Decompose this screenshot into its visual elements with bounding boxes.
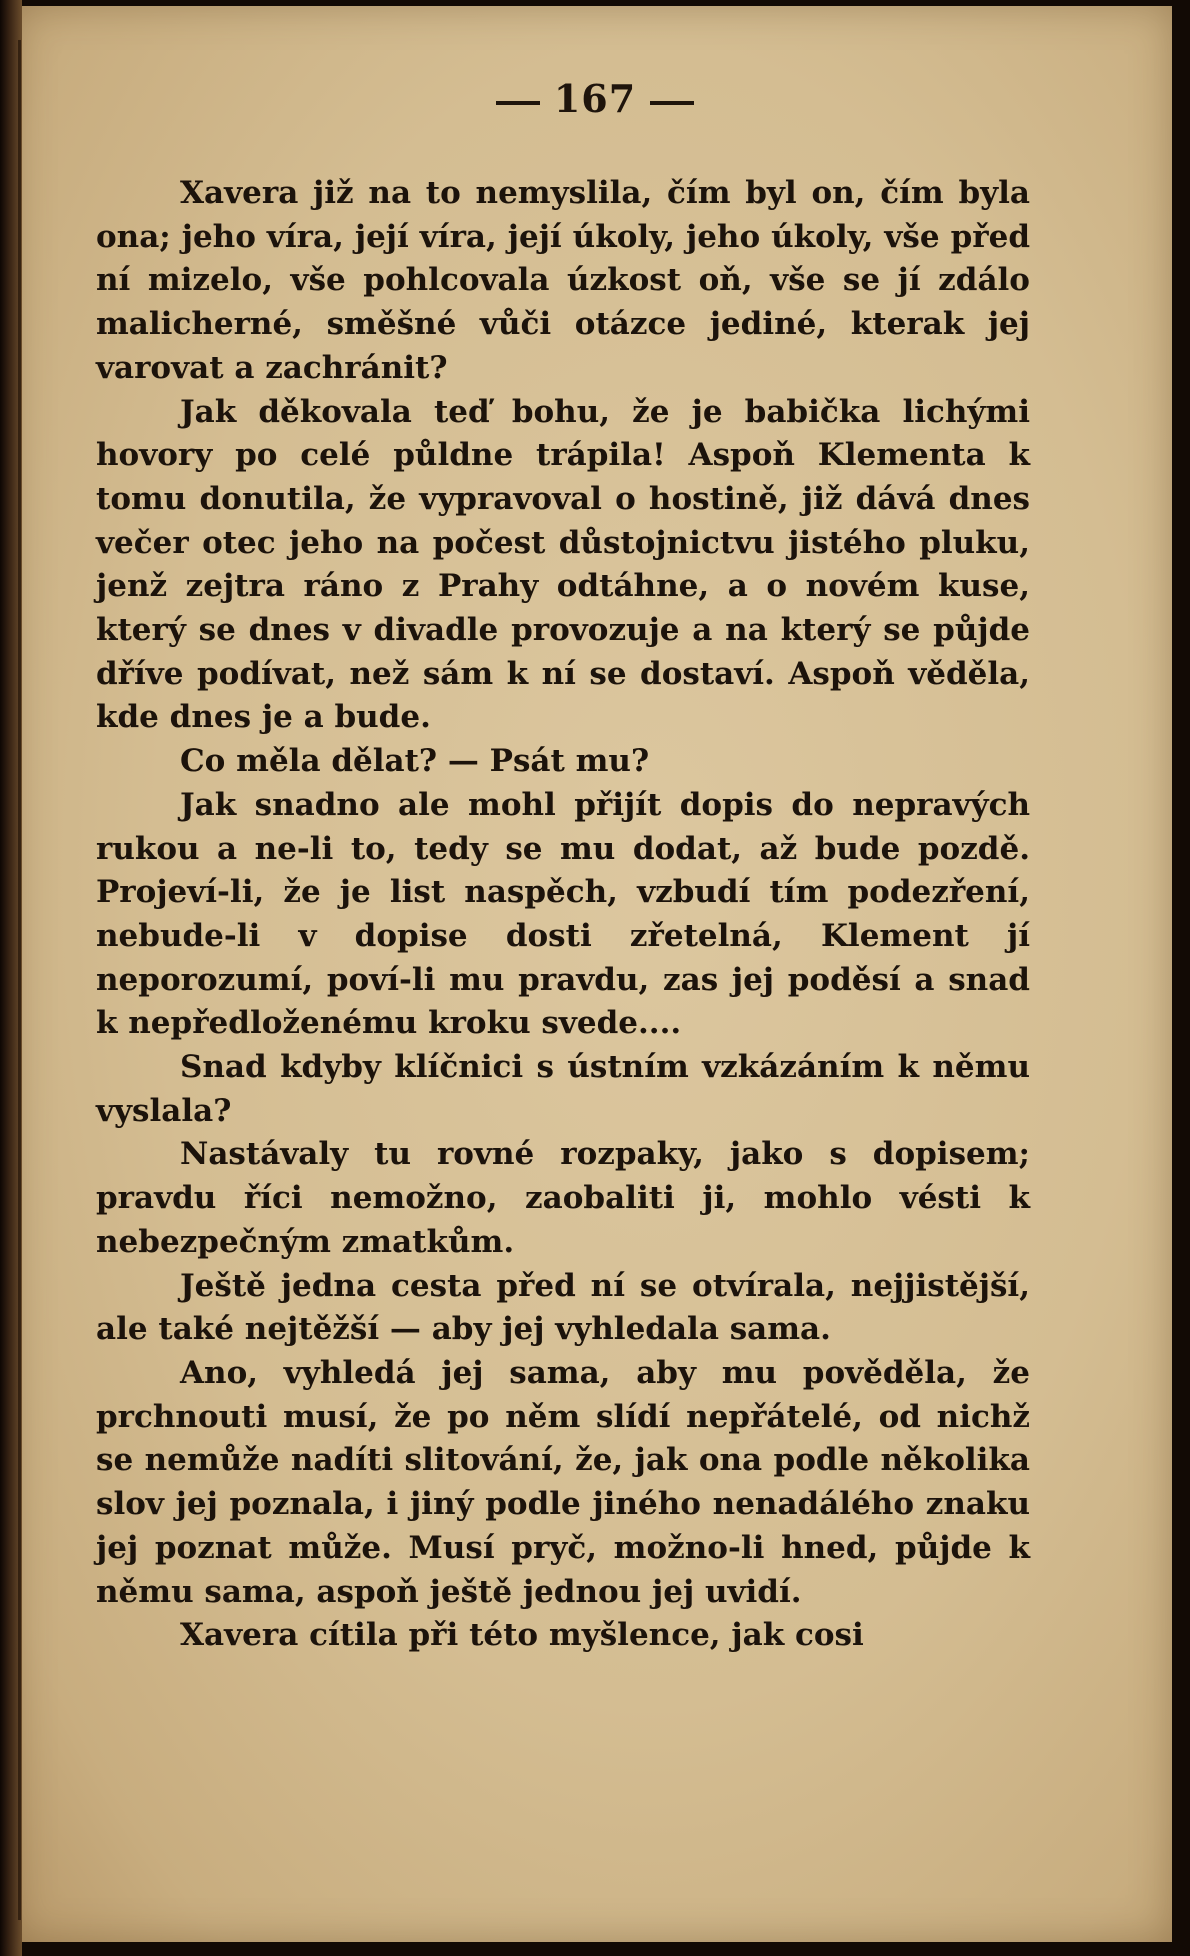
paragraph: Co měla dělat? — Psát mu? [180, 743, 650, 780]
page-number: 167 [553, 76, 637, 121]
body-text [96, 172, 1030, 1658]
book-binding-edge [0, 0, 22, 1956]
paragraph: Xavera cítila při této myšlence, jak cosi [180, 1617, 864, 1654]
paragraph: Xavera již na to nemyslila, čím byl on, čím byla ona; jeho víra, její víra, její úkoly, jeho úkoly, vše před ní mizelo, vše pohlcovala úzkost oň, vše se jí zdálo malicherné, směšné vůči otázce jediné, kterak jej varovat a zachránit? [96, 175, 1030, 386]
binding-fold-line [18, 40, 21, 1920]
paragraph: Jak snadno ale mohl přijít dopis do nepravých rukou a ne-li to, tedy se mu dodat, až bude pozdě. Projeví-li, že je list naspěch, vzbudí tím podezření, nebude-li v dopise dosti zřetelná, Klement jí neporozumí, poví-li mu pravdu, zas jej poděsí a snad k nepředloženému kroku svede.... [96, 786, 1030, 1042]
paragraph: Nastávaly tu rovné rozpaky, jako s dopisem; pravdu říci nemožno, zaobaliti ji, mohlo vésti k nebezpečným zmatkům. [96, 1136, 1030, 1260]
header-dash-right [650, 101, 694, 105]
paragraph: Ano, vyhledá jej sama, aby mu pověděla, že prchnouti musí, že po něm slídí nepřátelé, od nichž se nemůže nadíti slitování, že, jak ona podle několika slov jej poznala, i jiný podle jiného nenadálého znaku jej poznat může. Musí pryč, možno-li hned, půjde k němu sama, aspoň ještě jednou jej uvidí. [96, 1354, 1030, 1610]
paragraph: Snad kdyby klíčnici s ústním vzkázáním k němu vyslala? [96, 1049, 1030, 1129]
page-header [0, 76, 1190, 121]
paragraph: Ještě jedna cesta před ní se otvírala, nejjistější, ale také nejtěžší — aby jej vyhledala sama. [96, 1267, 1030, 1348]
paragraph: Jak děkovala teď bohu, že je babička lichými hovory po celé půldne trápila! Aspoň Klementa k tomu donutila, že vypravoval o hostině, již dává dnes večer otec jeho na počest důstojnictvu jistého pluku, jenž zejtra ráno z Prahy odtáhne, a o novém kuse, který se dnes v divadle provozuje a na který se půjde dříve podívat, než sám k ní se dostaví. Aspoň věděla, kde dnes je a bude. [96, 393, 1030, 736]
header-dash-left [496, 101, 540, 105]
